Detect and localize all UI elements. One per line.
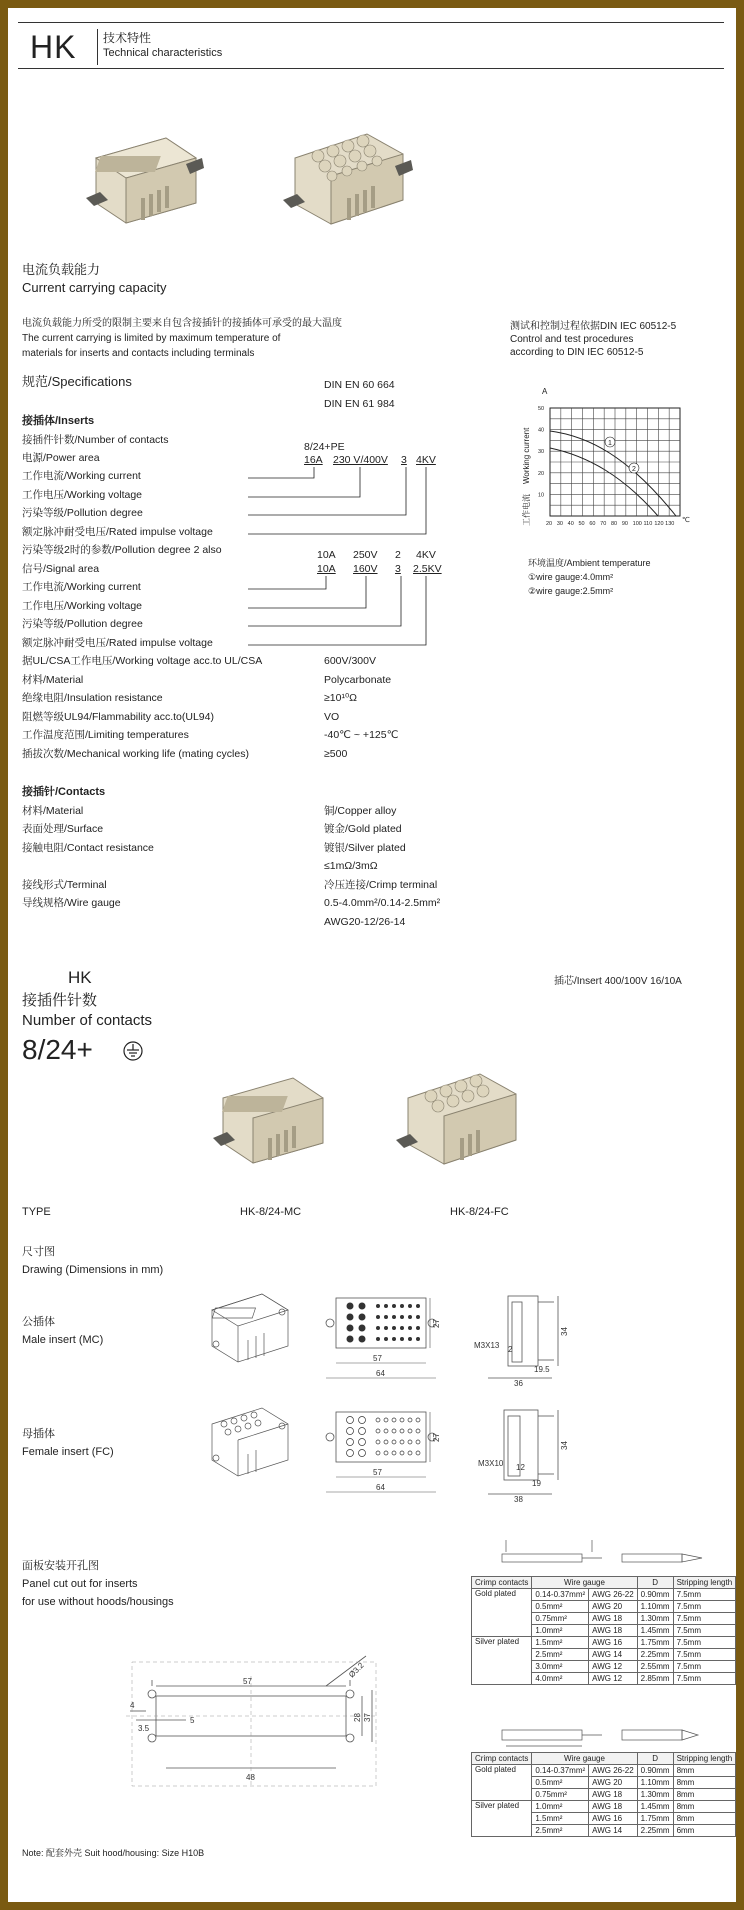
type-label: TYPE: [22, 1206, 51, 1218]
t1-cell: 2.5mm²: [532, 1649, 589, 1661]
t1-cell: 0.75mm²: [532, 1613, 589, 1625]
dim-12: 12: [516, 1463, 525, 1472]
drawing-heading-en: Drawing (Dimensions in mm): [22, 1264, 164, 1276]
crimp-table-1: [471, 1576, 736, 1685]
signal-pin: [416, 1440, 420, 1444]
graph-y-tick: 40: [538, 427, 545, 434]
type-mc: HK-8/24-MC: [240, 1206, 302, 1218]
signal-pin: [376, 1304, 380, 1308]
signal-pin: [416, 1451, 420, 1455]
panel-dim-37: 37: [363, 1713, 372, 1722]
power-pin: [347, 1303, 354, 1310]
dim-19: 19: [532, 1479, 541, 1488]
t1-cell: 1.45mm: [637, 1625, 673, 1637]
signal-pin: [408, 1326, 412, 1330]
graph-x-tick: 50: [578, 521, 585, 527]
t2-cell: AWG 18: [589, 1801, 638, 1813]
spec-label: 材料/Material: [22, 674, 84, 686]
product-code: HK: [68, 968, 92, 987]
graph-x-tick: 70: [600, 521, 607, 527]
t1-h-d: D: [637, 1577, 673, 1589]
capacity-desc-en2: materials for inserts and contacts including terminals: [22, 348, 255, 359]
spec-pd2-current: 10A: [317, 549, 336, 561]
t2-group-gold: Gold plated: [472, 1765, 532, 1801]
signal-pin: [400, 1326, 404, 1330]
panel-dim-28: 28: [353, 1713, 362, 1722]
contact-label: 导线规格/Wire gauge: [22, 897, 121, 909]
spec-power-impulse: 4KV: [416, 454, 436, 466]
t1-cell: 2.85mm: [637, 1673, 673, 1685]
spec-pd2-voltage: 250V: [353, 549, 378, 561]
specs-heading: 规范/Specifications: [22, 374, 132, 389]
spec-mating: ≥500: [324, 748, 348, 760]
spec-power-voltage: 230 V/400V: [333, 454, 388, 466]
t2-cell: AWG 20: [589, 1777, 638, 1789]
curve-2-label: 2: [632, 466, 636, 473]
contact-terminal: 冷压连接/Crimp terminal: [324, 879, 438, 891]
t1-cell: 0.5mm²: [532, 1601, 589, 1613]
signal-pin: [384, 1429, 388, 1433]
signal-pin: [376, 1337, 380, 1341]
signal-pin: [408, 1451, 412, 1455]
signal-pin: [408, 1429, 412, 1433]
power-pin: [359, 1450, 366, 1457]
male-insert-en: Male insert (MC): [22, 1334, 104, 1346]
capacity-desc-en1: The current carrying is limited by maximum temperature of: [22, 333, 281, 344]
signal-pin: [384, 1451, 388, 1455]
graph-y-unit: A: [542, 387, 548, 396]
spec-ul-csa: 600V/300V: [324, 655, 376, 667]
graph-y-tick: 10: [538, 492, 545, 499]
contact-material: 铜/Copper alloy: [324, 805, 397, 817]
product-contacts-count: 8/24+: [22, 1034, 93, 1065]
signal-pin: [408, 1304, 412, 1308]
female-insert-photo-fc: [396, 1066, 526, 1168]
earth-ground-icon: [122, 1040, 144, 1062]
t1-h-strip: Stripping length: [673, 1577, 736, 1589]
graph-note2: Control and test procedures: [510, 334, 634, 345]
t1-cell: 7.5mm: [673, 1589, 736, 1601]
signal-pin: [400, 1429, 404, 1433]
signal-pin: [416, 1326, 420, 1330]
t2-cell: 8mm: [673, 1813, 736, 1825]
power-pin: [347, 1336, 354, 1343]
signal-pin: [408, 1440, 412, 1444]
signal-pin: [376, 1429, 380, 1433]
spec-signal-voltage: 160V: [353, 563, 378, 575]
t2-cell: 0.75mm²: [532, 1789, 589, 1801]
contact-label: 材料/Material: [22, 805, 84, 817]
t1-cell: 1.0mm²: [532, 1625, 589, 1637]
spec-leader-lines: [8, 8, 736, 808]
spec-pd2-impulse: 4KV: [416, 549, 436, 561]
contact-label: 表面处理/Surface: [22, 823, 104, 835]
power-pin: [359, 1417, 366, 1424]
t1-h-crimp: Crimp contacts: [472, 1577, 532, 1589]
signal-pin: [376, 1418, 380, 1422]
male-front-drawing: [326, 1288, 441, 1388]
t1-cell: 7.5mm: [673, 1613, 736, 1625]
female-front-drawing: [326, 1402, 441, 1502]
spec-label: 工作电流/Working current: [22, 581, 141, 593]
graph-x-tick: 90: [621, 521, 628, 527]
t2-cell: AWG 26-22: [589, 1765, 638, 1777]
dim-2: 2: [508, 1345, 513, 1354]
panel-heading-en2: for use without hoods/housings: [22, 1596, 174, 1608]
product-contacts-en: Number of contacts: [22, 1012, 153, 1029]
header-title-en: Technical characteristics: [103, 47, 223, 59]
spec-power-pollution: 3: [401, 454, 407, 466]
male-iso-drawing: [204, 1288, 294, 1368]
signal-pin: [416, 1418, 420, 1422]
signal-pin: [416, 1337, 420, 1341]
graph-x-tick: 80: [611, 521, 618, 527]
signal-pin: [392, 1315, 396, 1319]
dim-27-male: 27: [432, 1319, 441, 1328]
panel-dim-5: 5: [190, 1716, 195, 1725]
signal-pin: [400, 1337, 404, 1341]
t2-cell: 2.5mm²: [532, 1825, 589, 1837]
t1-cell: 1.75mm: [637, 1637, 673, 1649]
header-title-cn: 技术特性: [103, 31, 152, 45]
spec-label: 阻燃等级UL94/Flammability acc.to(UL94): [22, 711, 214, 723]
signal-pin: [376, 1315, 380, 1319]
graph-x-tick: 110: [643, 521, 653, 527]
t1-cell: AWG 18: [589, 1613, 638, 1625]
spec-label: 绝缘电阻/Insulation resistance: [22, 692, 163, 704]
t1-cell: 2.25mm: [637, 1649, 673, 1661]
contact-gauge: 0.5-4.0mm²/0.14-2.5mm²: [324, 897, 441, 909]
panel-heading-en1: Panel cut out for inserts: [22, 1578, 138, 1590]
t2-cell: AWG 18: [589, 1789, 638, 1801]
spec-temps: -40℃ ~ +125℃: [324, 729, 399, 741]
contact-label: 接线形式/Terminal: [22, 879, 107, 891]
spec-signal-impulse: 2.5KV: [413, 563, 442, 575]
t1-cell: 7.5mm: [673, 1637, 736, 1649]
signal-pin: [392, 1440, 396, 1444]
contact-surface-silver: 镀银/Silver plated: [324, 842, 406, 854]
capacity-heading-en: Current carrying capacity: [22, 280, 167, 295]
signal-pin: [400, 1315, 404, 1319]
t2-cell: 6mm: [673, 1825, 736, 1837]
t1-cell: AWG 20: [589, 1601, 638, 1613]
power-pin: [347, 1325, 354, 1332]
t1-cell: AWG 26-22: [589, 1589, 638, 1601]
dim-m3x10: M3X10: [478, 1459, 504, 1468]
female-insert-cn: 母插体: [22, 1428, 55, 1440]
graph-y-tick: 20: [538, 470, 545, 477]
capacity-heading-cn: 电流负载能力: [22, 262, 101, 277]
power-pin: [347, 1428, 354, 1435]
t2-cell: 8mm: [673, 1789, 736, 1801]
t1-cell: 1.5mm²: [532, 1637, 589, 1649]
graph-x-tick: 20: [546, 521, 553, 527]
signal-pin: [408, 1315, 412, 1319]
dim-38: 38: [514, 1495, 523, 1504]
t2-h-crimp: Crimp contacts: [472, 1753, 532, 1765]
footer-note: Note: 配套外壳 Suit hood/housing: Size H10B: [22, 1848, 205, 1858]
capacity-desc-cn: 电流负载能力所受的限制主要来自包含接插针的接插体可承受的最大温度: [22, 318, 342, 329]
contacts-heading: 接插针/Contacts: [22, 786, 106, 798]
signal-pin: [392, 1429, 396, 1433]
dim-m3x13: M3X13: [474, 1341, 500, 1350]
dim-19-5: 19.5: [534, 1365, 550, 1374]
drawing-heading-cn: 尺寸图: [22, 1246, 55, 1258]
t2-cell: 0.14-0.37mm²: [532, 1765, 589, 1777]
spec-label: 工作电压/Working voltage: [22, 489, 143, 501]
t1-cell: AWG 12: [589, 1673, 638, 1685]
inserts-heading: 接插体/Inserts: [22, 415, 95, 427]
crimp-table-2: [471, 1752, 736, 1837]
spec-label: 插拔次数/Mechanical working life (mating cycles): [22, 748, 249, 760]
signal-pin: [392, 1337, 396, 1341]
female-side-drawing: [468, 1402, 578, 1502]
spec-label: 工作电流/Working current: [22, 470, 141, 482]
t1-cell: AWG 12: [589, 1661, 638, 1673]
female-iso-drawing: [204, 1402, 294, 1482]
contact-surface-gold: 镀金/Gold plated: [324, 823, 402, 835]
signal-pin: [416, 1304, 420, 1308]
t1-cell: AWG 18: [589, 1625, 638, 1637]
dim-64-female: 64: [376, 1483, 385, 1492]
dim-34-female: 34: [560, 1441, 569, 1450]
dim-57-female: 57: [373, 1468, 382, 1477]
t2-h-wire: Wire gauge: [532, 1753, 637, 1765]
panel-cutout-drawing: [126, 1656, 386, 1796]
spec-label: 额定脉冲耐受电压/Rated impulse voltage: [22, 637, 213, 649]
insert-rating: 插芯/Insert 400/100V 16/10A: [554, 976, 682, 987]
t1-cell: 0.14-0.37mm²: [532, 1589, 589, 1601]
signal-pin: [400, 1440, 404, 1444]
crimp-contact-drawing-2: [492, 1716, 732, 1752]
signal-pin: [416, 1315, 420, 1319]
signal-pin: [392, 1326, 396, 1330]
type-fc: HK-8/24-FC: [450, 1206, 509, 1218]
graph-x-unit: ℃: [682, 517, 690, 524]
signal-pin: [384, 1315, 388, 1319]
power-pin: [359, 1336, 366, 1343]
signal-pin: [392, 1451, 396, 1455]
graph-legend2: ②wire gauge:2.5mm²: [528, 586, 614, 596]
signal-pin: [376, 1440, 380, 1444]
t2-cell: 1.5mm²: [532, 1813, 589, 1825]
signal-pin: [408, 1337, 412, 1341]
t2-h-d: D: [637, 1753, 673, 1765]
spec-contacts-value: 8/24+PE: [304, 441, 345, 453]
curve-1-label: 1: [608, 440, 612, 447]
panel-dim-48: 48: [246, 1773, 255, 1782]
graph-y-tick: 50: [538, 406, 545, 412]
signal-pin: [400, 1418, 404, 1422]
graph-legend1: ①wire gauge:4.0mm²: [528, 572, 614, 582]
spec-std1: DIN EN 60 664: [324, 379, 395, 391]
t2-cell: 8mm: [673, 1777, 736, 1789]
graph-x-tick: 60: [589, 521, 596, 527]
spec-label: 信号/Signal area: [22, 563, 100, 575]
signal-pin: [384, 1440, 388, 1444]
product-contacts-cn: 接插件针数: [22, 992, 98, 1009]
t2-cell: 2.25mm: [637, 1825, 673, 1837]
spec-insulation: ≥10¹⁰Ω: [324, 692, 357, 704]
t2-cell: AWG 16: [589, 1813, 638, 1825]
signal-pin: [376, 1326, 380, 1330]
graph-x-tick: 120: [654, 521, 664, 527]
dim-57-male: 57: [373, 1354, 382, 1363]
t2-group-silver: Silver plated: [472, 1801, 532, 1837]
signal-pin: [384, 1304, 388, 1308]
t1-cell: 7.5mm: [673, 1673, 736, 1685]
t2-cell: 1.30mm: [637, 1789, 673, 1801]
contact-resistance: ≤1mΩ/3mΩ: [324, 860, 378, 872]
contact-awg: AWG20-12/26-14: [324, 916, 406, 928]
signal-pin: [392, 1418, 396, 1422]
datasheet-page: [8, 8, 736, 1902]
power-pin: [359, 1439, 366, 1446]
spec-pd2-pollution: 2: [395, 549, 401, 561]
power-pin: [347, 1314, 354, 1321]
graph-y-tick: 30: [538, 449, 545, 456]
spec-label: 电源/Power area: [22, 452, 100, 464]
graph-x-tick: 30: [556, 521, 563, 527]
signal-pin: [384, 1337, 388, 1341]
graph-note3: according to DIN IEC 60512-5: [510, 347, 644, 358]
t1-cell: AWG 16: [589, 1637, 638, 1649]
graph-x-tick: 130: [665, 521, 675, 527]
power-pin: [347, 1417, 354, 1424]
spec-std2: DIN EN 61 984: [324, 398, 395, 410]
t1-cell: 7.5mm: [673, 1625, 736, 1637]
dim-27-female: 27: [432, 1433, 441, 1442]
signal-pin: [408, 1418, 412, 1422]
dim-34-male: 34: [560, 1327, 569, 1336]
t1-cell: 2.55mm: [637, 1661, 673, 1673]
t1-group-gold: Gold plated: [472, 1589, 532, 1637]
t1-cell: 0.90mm: [637, 1589, 673, 1601]
t2-cell: 0.90mm: [637, 1765, 673, 1777]
t1-cell: 1.30mm: [637, 1613, 673, 1625]
spec-label: 污染等级/Pollution degree: [22, 507, 143, 519]
signal-pin: [384, 1418, 388, 1422]
t2-h-strip: Stripping length: [673, 1753, 736, 1765]
t1-cell: 4.0mm²: [532, 1673, 589, 1685]
dim-64-male: 64: [376, 1369, 385, 1378]
spec-label: 污染等级/Pollution degree: [22, 618, 143, 630]
crimp-contact-drawing-1: [492, 1536, 732, 1572]
t2-cell: 1.75mm: [637, 1813, 673, 1825]
spec-label: 工作温度范围/Limiting temperatures: [22, 729, 189, 741]
t2-cell: AWG 14: [589, 1825, 638, 1837]
spec-label: 工作电压/Working voltage: [22, 600, 143, 612]
signal-pin: [384, 1326, 388, 1330]
t2-cell: 1.0mm²: [532, 1801, 589, 1813]
graph-y-label-en: Working current: [522, 427, 531, 484]
power-pin: [359, 1325, 366, 1332]
signal-pin: [376, 1451, 380, 1455]
signal-pin: [392, 1304, 396, 1308]
panel-heading-cn: 面板安装开孔图: [22, 1560, 99, 1572]
t1-cell: 7.5mm: [673, 1661, 736, 1673]
graph-note1: 测试和控制过程依据DIN IEC 60512-5: [510, 321, 677, 332]
panel-dim-4: 4: [130, 1701, 135, 1710]
male-insert-photo-mc: [213, 1068, 331, 1168]
t1-cell: 7.5mm: [673, 1601, 736, 1613]
spec-power-current: 16A: [304, 454, 323, 466]
t2-cell: 8mm: [673, 1765, 736, 1777]
spec-signal-current: 10A: [317, 563, 336, 575]
spec-label: 据UL/CSA工作电压/Working voltage acc.to UL/CSA: [22, 655, 263, 667]
male-insert-cn: 公插体: [22, 1316, 55, 1328]
panel-dim-57: 57: [243, 1677, 252, 1686]
graph-y-label-cn: 工作电流: [522, 494, 531, 526]
power-pin: [347, 1439, 354, 1446]
header-code: HK: [30, 29, 77, 65]
spec-flammability: VO: [324, 711, 340, 723]
male-side-drawing: [468, 1288, 578, 1388]
female-insert-en: Female insert (FC): [22, 1446, 114, 1458]
contact-label: 接触电阻/Contact resistance: [22, 842, 154, 854]
t1-h-wire: Wire gauge: [532, 1577, 637, 1589]
t2-cell: 1.45mm: [637, 1801, 673, 1813]
dim-36: 36: [514, 1379, 523, 1388]
signal-pin: [416, 1429, 420, 1433]
t2-cell: 1.10mm: [637, 1777, 673, 1789]
spec-material: Polycarbonate: [324, 674, 392, 686]
t2-cell: 8mm: [673, 1801, 736, 1813]
spec-label: 额定脉冲耐受电压/Rated impulse voltage: [22, 526, 213, 538]
power-pin: [359, 1303, 366, 1310]
power-pin: [359, 1314, 366, 1321]
power-pin: [359, 1428, 366, 1435]
graph-ambient: 环境温度/Ambient temperature: [528, 558, 651, 568]
signal-pin: [400, 1304, 404, 1308]
signal-pin: [400, 1451, 404, 1455]
power-pin: [347, 1450, 354, 1457]
panel-dim-3-5: 3.5: [138, 1724, 150, 1733]
t2-cell: 0.5mm²: [532, 1777, 589, 1789]
t1-cell: AWG 14: [589, 1649, 638, 1661]
spec-label: 污染等级2时的参数/Pollution degree 2 also: [22, 544, 222, 556]
graph-x-tick: 40: [567, 521, 574, 527]
spec-signal-pollution: 3: [395, 563, 401, 575]
t1-cell: 7.5mm: [673, 1649, 736, 1661]
t1-group-silver: Silver plated: [472, 1637, 532, 1685]
t1-cell: 1.10mm: [637, 1601, 673, 1613]
graph-x-tick: 100: [632, 521, 642, 527]
panel-dim-hole: Ø3.2: [347, 1660, 366, 1680]
t1-cell: 3.0mm²: [532, 1661, 589, 1673]
spec-label: 接插件针数/Number of contacts: [22, 434, 169, 446]
